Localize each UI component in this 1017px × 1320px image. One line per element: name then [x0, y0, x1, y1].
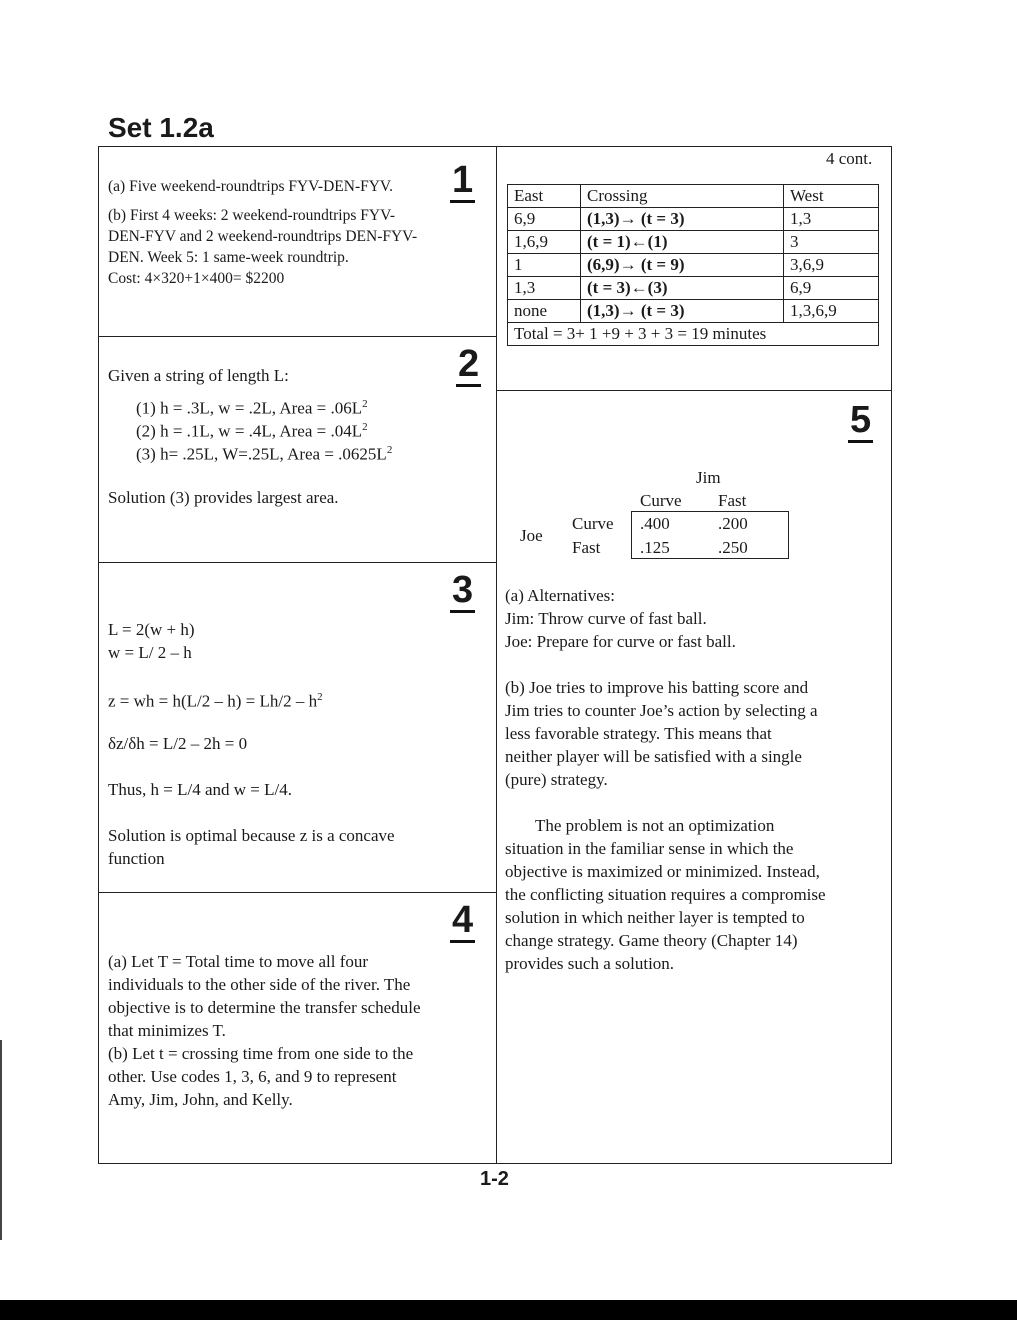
problem-number-3: 3	[452, 569, 474, 611]
p1-cost: Cost: 4×320+1×400= $2200	[108, 270, 285, 287]
p5-c-1: The problem is not an optimization	[535, 816, 775, 835]
table-cell: 6,9	[508, 208, 581, 231]
divider-p2-p3	[98, 562, 496, 563]
table-cell: 1	[508, 254, 581, 277]
payoff-cell: .400	[640, 514, 670, 533]
p5-b-2: Jim tries to counter Joe’s action by selecting a	[505, 701, 818, 720]
table-cell: 1,3	[784, 208, 879, 231]
p4-line-4: that minimizes T.	[108, 1021, 226, 1040]
p2-conclusion: Solution (3) provides largest area.	[108, 488, 339, 507]
table-cell: (t = 1)←(1)	[581, 231, 784, 254]
column-divider	[496, 146, 497, 1164]
p1-part-b-3: DEN. Week 5: 1 same-week roundtrip.	[108, 249, 349, 266]
p3-eq5: Thus, h = L/4 and w = L/4.	[108, 780, 292, 799]
problem-number-1: 1	[452, 159, 474, 201]
p4-line-6: other. Use codes 1, 3, 6, and 9 to represent	[108, 1067, 397, 1086]
p2-intro: Given a string of length L:	[108, 366, 289, 385]
row-player-label: Joe	[520, 526, 543, 545]
table-header: West	[784, 185, 879, 208]
p2-item-2: (2) h = .1L, w = .4L, Area = $.04L^2$	[136, 421, 368, 441]
table-cell: (t = 3)←(3)	[581, 277, 784, 300]
table-cell: 1,3,6,9	[784, 300, 879, 323]
p3-eq2: w = L/ 2 – h	[108, 643, 192, 662]
river-crossing-table	[507, 184, 879, 346]
problem-number-5: 5	[850, 399, 872, 441]
divider-p4cont-p5	[496, 390, 892, 391]
p5-c-4: the conflicting situation requires a compromise	[505, 885, 826, 904]
p5-a-2: Jim: Throw curve of fast ball.	[505, 609, 707, 628]
p5-b-5: (pure) strategy.	[505, 770, 608, 789]
col-player-label: Jim	[696, 468, 721, 487]
p4-line-3: objective is to determine the transfer schedule	[108, 998, 421, 1017]
table-row	[508, 231, 879, 254]
p3-eq4: δz/δh = L/2 – 2h = 0	[108, 734, 248, 753]
table-cell: 3,6,9	[784, 254, 879, 277]
p5-b-3: less favorable strategy. This means that	[505, 724, 772, 743]
divider-p1-p2	[98, 336, 496, 337]
table-cell: (6,9)→ (t = 9)	[581, 254, 784, 277]
divider-p3-p4	[98, 892, 496, 893]
p2-item-3: (3) h= .25L, W=.25L, Area = $.0625L^2$	[136, 444, 393, 464]
page-number: 1-2	[480, 1168, 509, 1190]
payoff-cell: .125	[640, 538, 670, 557]
p5-a-3: Joe: Prepare for curve or fast ball.	[505, 632, 736, 651]
table-cell: none	[508, 300, 581, 323]
p1-part-b-1: (b) First 4 weeks: 2 weekend-roundtrips FYV-	[108, 207, 395, 224]
table-row	[508, 277, 879, 300]
p5-a-1: (a) Alternatives:	[505, 586, 615, 605]
p5-c-6: change strategy. Game theory (Chapter 14)	[505, 931, 798, 950]
scan-bottom-border	[0, 1300, 1017, 1320]
table-row	[508, 254, 879, 277]
table-cell: 3	[784, 231, 879, 254]
problem-number-2: 2	[458, 343, 480, 385]
table-cell: (1,3)→ (t = 3)	[581, 208, 784, 231]
problem-number-4: 4	[452, 899, 474, 941]
p5-c-5: solution in which neither layer is tempted to	[505, 908, 805, 927]
p3-conclusion-2: function	[108, 849, 165, 868]
table-header: East	[508, 185, 581, 208]
row-label-curve: Curve	[572, 514, 614, 533]
scan-edge-mark	[0, 1040, 2, 1240]
p4-line-5: (b) Let t = crossing time from one side to the	[108, 1044, 414, 1063]
table-cell: (1,3)→ (t = 3)	[581, 300, 784, 323]
p1-part-a: (a) Five weekend-roundtrips FYV-DEN-FYV.	[108, 178, 393, 195]
row-label-fast: Fast	[572, 538, 601, 557]
table-header: Crossing	[581, 185, 784, 208]
p3-eq3: z = wh = $h(L/2 - h) = Lh/2 - h^2$	[108, 691, 323, 711]
p5-b-4: neither player will be satisfied with a single	[505, 747, 802, 766]
page-title: Set 1.2a	[108, 112, 214, 143]
p5-b-1: (b) Joe tries to improve his batting score and	[505, 678, 809, 697]
table-total: Total = 3+ 1 +9 + 3 + 3 = 19 minutes	[508, 323, 879, 346]
p5-c-3: objective is maximized or minimized. Instead,	[505, 862, 820, 881]
p4-line-2: individuals to the other side of the river. The	[108, 975, 411, 994]
p3-conclusion-1: Solution is optimal because z is a concave	[108, 826, 395, 845]
table-cell: 6,9	[784, 277, 879, 300]
table-row	[508, 300, 879, 323]
p3-eq1: L = 2(w + h)	[108, 620, 195, 639]
table-cell: 1,6,9	[508, 231, 581, 254]
table-row	[508, 208, 879, 231]
p5-c-2: situation in the familiar sense in which the	[505, 839, 794, 858]
payoff-cell: .200	[718, 514, 748, 533]
table-cell: 1,3	[508, 277, 581, 300]
p4-cont-label: 4 cont.	[826, 149, 873, 168]
payoff-cell: .250	[718, 538, 748, 557]
p1-part-b-2: DEN-FYV and 2 weekend-roundtrips DEN-FYV-	[108, 228, 418, 245]
p2-item-1: (1) h = .3L, w = .2L, Area = $.06L^2$	[136, 398, 368, 418]
col-label-fast: Fast	[718, 491, 747, 510]
p4-line-1: (a) Let T = Total time to move all four	[108, 952, 369, 971]
table-header-row	[508, 185, 879, 208]
p5-c-7: provides such a solution.	[505, 954, 675, 973]
col-label-curve: Curve	[640, 491, 682, 510]
p4-line-7: Amy, Jim, John, and Kelly.	[108, 1090, 293, 1109]
table-total-row	[508, 323, 879, 346]
